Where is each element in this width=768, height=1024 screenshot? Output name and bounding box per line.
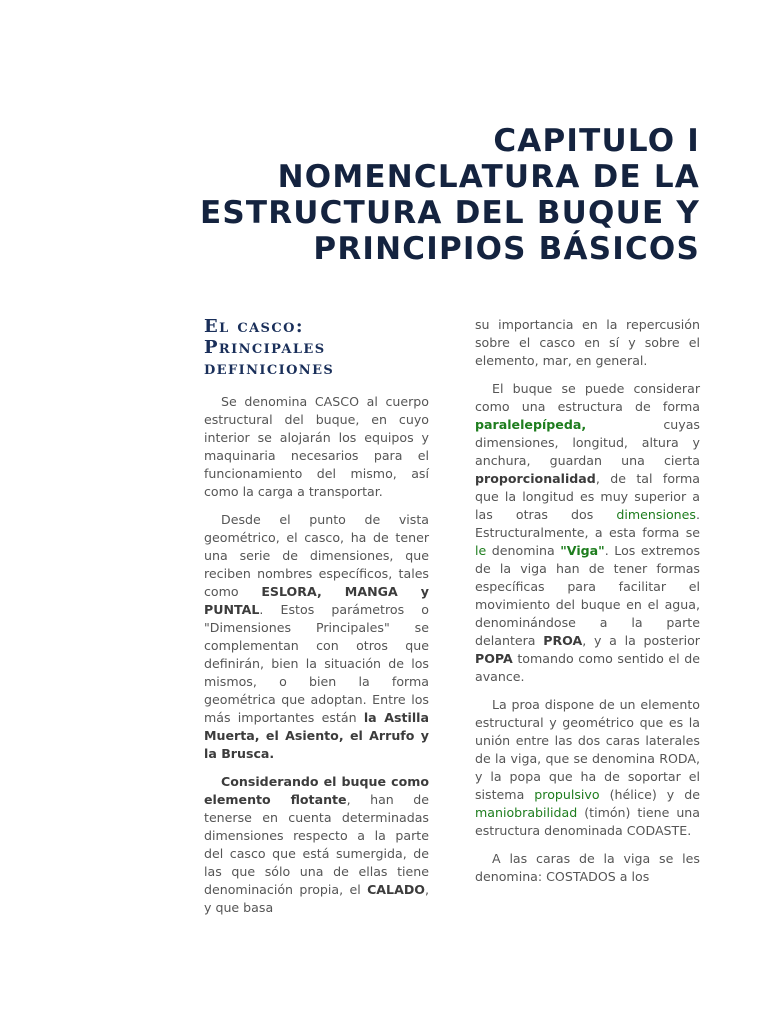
text-run: (timón) tiene una estructura denominada CODASTE. xyxy=(475,805,700,838)
text-run: . Estos parámetros o "Dimensiones Principales" se complementan con otros que definirán, bien la situación de los mismos, o bien la forma geométrica que adoptan. Entre los más importantes están xyxy=(204,602,429,725)
text-run: cuyas dimensiones, longitud, altura y anchura, guardan una cierta xyxy=(475,417,700,468)
text-run: , y a la posterior xyxy=(582,633,700,648)
section-heading-line-3: definiciones xyxy=(204,358,335,379)
paragraph-casco-definition: Se denomina CASCO al cuerpo estructural del buque, en cuyo interior se alojarán los equipos y maquinaria necesarios para el funcionamiento del mismo, así como la carga a transportar. xyxy=(204,394,429,499)
text-run: La proa dispone de un elemento estructural y geométrico que es la unión entre las dos caras laterales de la viga, que se denomina RODA, y la popa que ha de soportar el sistema xyxy=(475,697,700,802)
bold-run: la Astilla Muerta, el Asiento, el Arrufo y la Brusca. xyxy=(204,710,430,761)
highlight-term: le xyxy=(475,543,487,558)
highlight-term: paralelepípeda, xyxy=(475,417,587,432)
bold-run: Considerando el buque como elemento flotante xyxy=(204,774,429,807)
section-heading-line-2: Principales xyxy=(204,337,326,358)
chapter-title-line-3: ESTRUCTURA DEL BUQUE Y xyxy=(199,195,700,231)
section-heading-line-1: El casco: xyxy=(204,316,304,337)
paragraph-beam-faces: A las caras de la viga se les denomina: COSTADOS a los xyxy=(475,851,700,884)
paragraph-floating-element xyxy=(204,773,429,917)
bold-run: ESLORA, MANGA y PUNTAL xyxy=(204,584,429,617)
chapter-title-line-4: PRINCIPIOS BÁSICOS xyxy=(313,231,700,267)
highlight-term: "Viga" xyxy=(560,543,605,558)
section-heading xyxy=(204,316,429,379)
paragraph-beam-structure xyxy=(475,380,700,686)
bold-run: POPA xyxy=(475,651,513,666)
chapter-title-line-2: NOMENCLATURA DE LA xyxy=(277,159,700,195)
text-run: , de tal forma que la longitud es muy superior a las otras dos xyxy=(475,471,700,522)
text-run: . Estructuralmente, a esta forma se xyxy=(475,507,700,540)
text-run: , han de tenerse en cuenta determinadas dimensiones respecto a la parte del casco que está sumergida, de las que sólo una de ellas tiene denominación propia, el xyxy=(204,792,430,897)
highlight-term: maniobrabilidad xyxy=(475,805,578,820)
text-run: tomando como sentido el de avance. xyxy=(475,651,700,684)
text-run: , y que basa xyxy=(204,882,429,915)
bold-run: CALADO xyxy=(367,882,425,897)
paragraph-continuation: su importancia en la repercusión sobre el casco en sí y sobre el elemento, mar, en general. xyxy=(475,317,700,368)
bold-run: proporcionalidad xyxy=(475,471,596,486)
text-run: denomina xyxy=(486,543,561,558)
highlight-term: propulsivo xyxy=(534,787,600,802)
paragraph-bow-stern xyxy=(475,696,700,840)
highlight-term: dimensiones xyxy=(616,507,696,522)
left-column xyxy=(204,316,429,927)
text-run: El buque se puede considerar como una estructura de forma xyxy=(475,381,700,414)
text-run: Desde el punto de vista geométrico, el casco, ha de tener una serie de dimensiones, que reciben nombres específicos, tales como xyxy=(204,512,429,599)
chapter-title-line-1: CAPITULO I xyxy=(493,123,700,159)
paragraph-dimensions xyxy=(204,511,429,763)
bold-run: PROA xyxy=(543,633,583,648)
chapter-title xyxy=(150,123,700,267)
right-column xyxy=(475,316,700,896)
text-run: (hélice) y de xyxy=(599,787,701,802)
text-run: . Los extremos de la viga han de tener formas específicas para facilitar el movimiento del buque en el agua, denominándose a la parte delantera xyxy=(475,543,700,648)
